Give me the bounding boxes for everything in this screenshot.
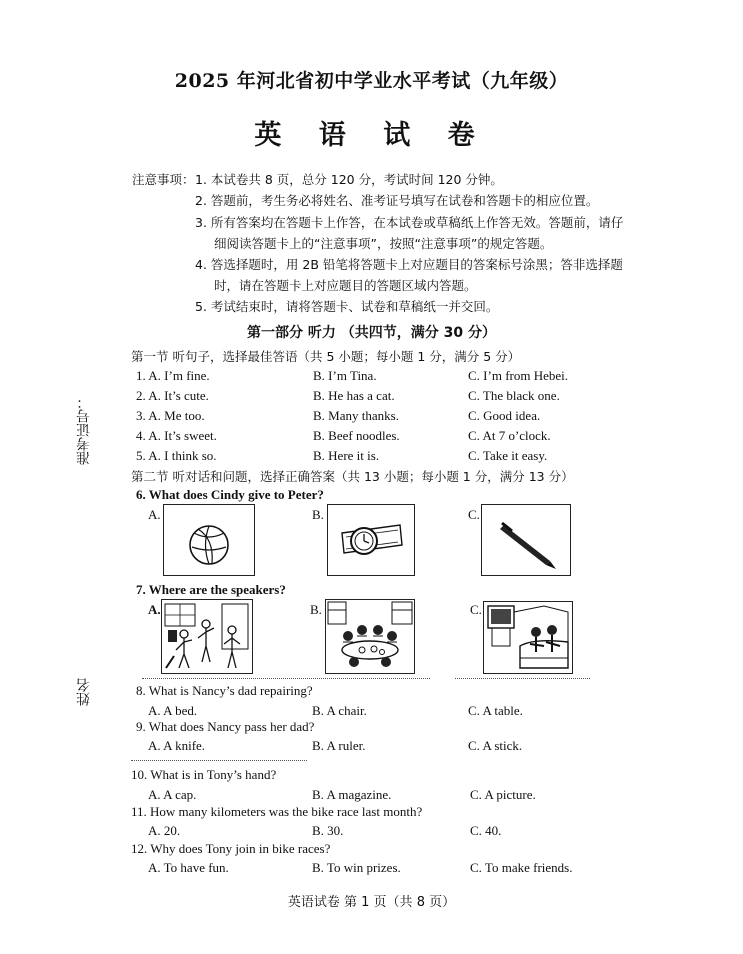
q9-option-b: B. A ruler. xyxy=(312,738,366,753)
option-a: 4. A. It’s sweet. xyxy=(136,428,217,443)
restaurant-picture xyxy=(325,599,415,674)
option-b: B. Beef noodles. xyxy=(313,428,400,443)
note-item: 时，请在答题卡上对应题目的答题区域内答题。 xyxy=(214,278,477,293)
option-c: C. Take it easy. xyxy=(468,448,548,463)
classroom-scene-icon xyxy=(162,600,252,673)
note-item: 4. 答选择题时，用 2B 铅笔将答题卡上对应题目的答案标号涂黑；答非选择题 xyxy=(195,257,623,272)
volleyball-picture xyxy=(163,504,255,576)
name-label: 姓名 xyxy=(76,678,92,706)
pen-icon xyxy=(482,505,570,575)
option-c: C. At 7 o’clock. xyxy=(468,428,551,443)
exam-number-label: 准考证号： xyxy=(76,395,92,465)
q6-option-a: A. xyxy=(148,507,161,522)
note-item: 1. 本试卷共 8 页，总分 120 分，考试时间 120 分钟。 xyxy=(195,172,503,187)
option-b: B. I’m Tina. xyxy=(313,368,377,383)
option-a: 5. A. I think so. xyxy=(136,448,217,463)
question-6: 6. What does Cindy give to Peter? xyxy=(136,487,324,502)
watch-picture xyxy=(327,504,415,576)
option-b: B. He has a cat. xyxy=(313,388,395,403)
separator-line xyxy=(455,678,590,679)
option-c: C. I’m from Hebei. xyxy=(468,368,569,383)
option-a: 3. A. Me too. xyxy=(136,408,205,423)
option-a: 2. A. It’s cute. xyxy=(136,388,209,403)
option-c: C. Good idea. xyxy=(468,408,541,423)
q8-option-b: B. A chair. xyxy=(312,703,367,718)
question-9: 9. What does Nancy pass her dad? xyxy=(136,719,315,734)
living-room-picture xyxy=(483,601,573,674)
q11-option-c: C. 40. xyxy=(470,823,502,838)
q10-option-a: A. A cap. xyxy=(148,787,197,802)
classroom-picture xyxy=(161,599,253,674)
q12-option-a: A. To have fun. xyxy=(148,860,229,875)
separator-line xyxy=(131,760,307,761)
q10-option-c: C. A picture. xyxy=(470,787,536,802)
page-footer: 英语试卷 第 1 页（共 8 页） xyxy=(287,895,456,910)
q8-option-a: A. A bed. xyxy=(148,703,198,718)
separator-line xyxy=(142,678,430,679)
q6-option-c: C. xyxy=(468,507,480,522)
q8-option-c: C. A table. xyxy=(468,703,523,718)
q9-option-a: A. A knife. xyxy=(148,738,206,753)
section1-title: 第一节 听句子，选择最佳答语（共 5 小题；每小题 1 分，满分 5 分） xyxy=(131,349,521,364)
q12-option-c: C. To make friends. xyxy=(470,860,573,875)
option-c: C. The black one. xyxy=(468,388,560,403)
q12-option-b: B. To win prizes. xyxy=(312,860,401,875)
q7-option-a: A. xyxy=(148,602,161,617)
question-8: 8. What is Nancy’s dad repairing? xyxy=(136,683,313,698)
q11-option-a: A. 20. xyxy=(148,823,181,838)
restaurant-scene-icon xyxy=(326,600,414,673)
q11-option-b: B. 30. xyxy=(312,823,344,838)
volleyball-icon xyxy=(164,505,254,575)
question-11: 11. How many kilometers was the bike race last month? xyxy=(131,804,423,819)
option-b: B. Here it is. xyxy=(313,448,380,463)
section2-title: 第二节 听对话和问题，选择正确答案（共 13 小题；每小题 1 分，满分 13 分） xyxy=(131,469,574,484)
question-10: 10. What is in Tony’s hand? xyxy=(131,767,277,782)
question-7: 7. Where are the speakers? xyxy=(136,582,286,597)
pen-picture xyxy=(481,504,571,576)
option-a: 1. A. I’m fine. xyxy=(136,368,210,383)
q6-option-b: B. xyxy=(312,507,324,522)
question-12: 12. Why does Tony join in bike races? xyxy=(131,841,331,856)
notes-label: 注意事项： xyxy=(132,172,195,187)
q7-option-b: B. xyxy=(310,602,322,617)
q7-option-c: C. xyxy=(470,602,482,617)
note-item: 2. 答题前，考生务必将姓名、准考证号填写在试卷和答题卡的相应位置。 xyxy=(195,193,599,208)
exam-title: 2025 年河北省初中学业水平考试（九年级） xyxy=(174,70,569,92)
note-item: 5. 考试结束时，请将答题卡、试卷和草稿纸一并交回。 xyxy=(195,299,499,314)
living-room-scene-icon xyxy=(484,602,572,673)
subject-title: 英 语 试 卷 xyxy=(254,120,489,151)
part1-title: 第一部分 听力 （共四节，满分 30 分） xyxy=(247,325,496,341)
q9-option-c: C. A stick. xyxy=(468,738,523,753)
option-b: B. Many thanks. xyxy=(313,408,399,423)
note-item: 细阅读答题卡上的“注意事项”，按照“注意事项”的规定答题。 xyxy=(214,236,553,251)
q10-option-b: B. A magazine. xyxy=(312,787,392,802)
watch-icon xyxy=(328,505,414,575)
note-item: 3. 所有答案均在答题卡上作答，在本试卷或草稿纸上作答无效。答题前，请仔 xyxy=(195,215,624,230)
